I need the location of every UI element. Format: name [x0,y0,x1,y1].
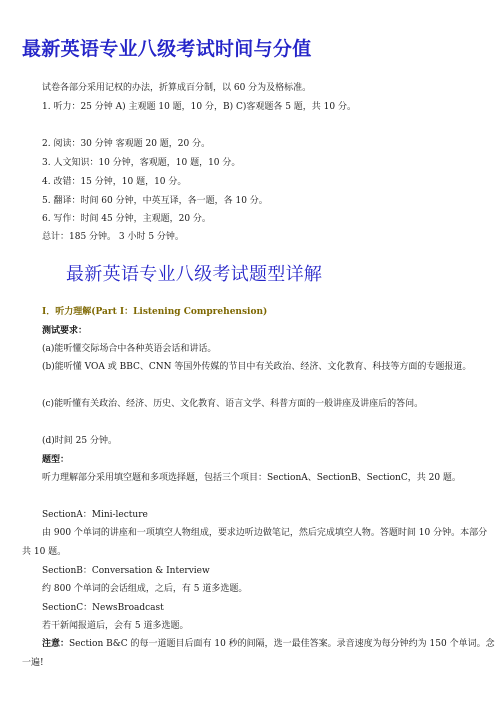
requirement-item: (c)能听懂有关政治、经济、历史、文化教育、语言文学、科普方面的一般讲座及讲座后的答问。 [42,399,424,409]
list-item: 2. 阅读：30 分钟 客观题 20 题，20 分。 [42,139,211,149]
requirement-item: (d)时间 25 分钟。 [42,436,117,446]
requirements-heading: 测试要求： [42,326,88,336]
type-description: 听力理解部分采用填空题和多项选择题，包括三个项目：SectionA、SectionB、SectionC，共 20 题。 [42,473,461,483]
list-item: 1. 听力：25 分钟 A) 主观题 10 题，10 分，B) C)客观题各 5 题，共 10 分。 [42,102,356,112]
section-c-title: SectionC：NewsBroadcast [42,603,164,613]
note-line-cont: 一遍! [22,658,44,668]
section-title: 最新英语专业八级考试题型详解 [66,264,323,285]
part-heading: I．听力理解(Part I：Listening Comprehension) [42,307,268,317]
list-item: 6. 写作：时间 45 分钟，主观题，20 分。 [42,214,211,224]
note-label: 注意： [42,639,70,649]
section-c-description: 若干新闻报道后，会有 5 道多选题。 [42,621,189,631]
section-b-description: 约 800 个单词的会话组成，之后，有 5 道多选题。 [42,584,248,594]
note-text: Section B&C 的每一道题目后面有 10 秒的间隔，选一最佳答案。录音速度为每分钟约为 150 个单词。念 [69,639,495,649]
intro-text: 试卷各部分采用记权的办法，折算成百分制，以 60 分为及格标准。 [42,83,312,93]
page-title: 最新英语专业八级考试时间与分值 [22,38,312,60]
list-item: 5. 翻译：时间 60 分钟，中英互译，各一题，各 10 分。 [42,196,268,206]
total-text: 总计：185 分钟。 3 小时 5 分钟。 [42,232,184,242]
type-heading: 题型： [42,455,70,465]
section-b-title: SectionB：Conversation & Interview [42,566,210,576]
requirement-item: (b)能听懂 VOA 或 BBC、CNN 等国外传媒的节目中有关政治、经济、文化教育、科技等方面的专题报道。 [42,362,472,372]
requirement-item: (a)能听懂交际场合中各种英语会话和讲话。 [42,344,217,354]
list-item: 4. 改错：15 分钟，10 题，10 分。 [42,177,187,187]
note-line [42,638,495,650]
section-a-description-cont: 共 10 题。 [22,547,67,557]
section-a-title: SectionA：Mini-lecture [42,510,148,520]
section-a-description: 由 900 个单词的讲座和一项填空人物组成，要求边听边做笔记，然后完成填空人物。答题时间 10 分钟。本部分 [42,528,488,538]
list-item: 3. 人文知识：10 分钟，客观题，10 题，10 分。 [42,158,241,168]
